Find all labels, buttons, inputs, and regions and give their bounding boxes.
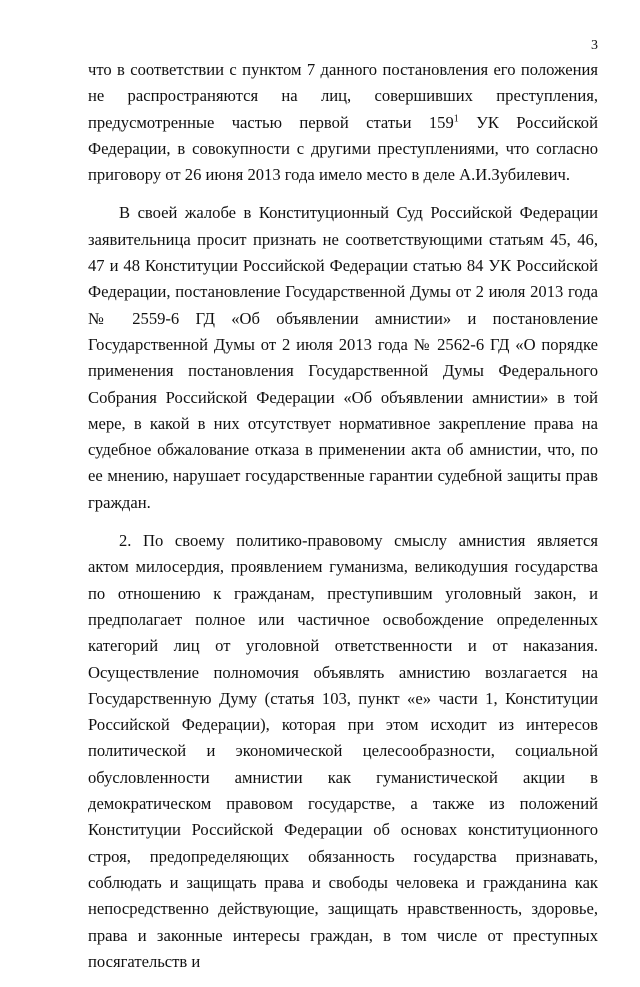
paragraph-continuation [88,57,598,188]
document-body [88,57,598,987]
paragraph-amnesty-meaning: 2. По своему политико-правовому смыслу амнистия является актом милосердия, проявлением гуманизма, великодушия государства по отношению к гражданам, преступившим уголовный закон, и предполагает полное или частичное освобождение определенных категорий лиц от уголовной ответственности и от наказания. Осуществление полномочия объявлять амнистию возлагается на Государственную Думу (статья 103, пункт «е» части 1, Конституции Российской Федерации), которая при этом исходит из интересов политической и экономической целесообразности, социальной обусловленности амнистии как гуманистической акции в демократическом правовом государстве, а также из положений Конституции Российской Федерации об основах конституционного строя, предопределяющих обязанность государства признавать, соблюдать и защищать права и свободы человека и гражданина как непосредственно действующие, защищать нравственность, здоровье, права и законные интересы граждан, в том числе от преступных посягательств и [88,531,598,971]
page-number: 3 [591,38,598,53]
paragraph-text: УК Российской Федерации, в совокупности с другими преступлениями, что согласно приговору от 26 июня 2013 года имело место в деле А.И.Зубилевич. [88,112,598,185]
paragraph-complaint: В своей жалобе в Конституционный Суд Российской Федерации заявительница просит признать не соответствующими статьям 45, 46, 47 и 48 Конституции Российской Федерации статью 84 УК Российской Федерации, постановление Государственной Думы от 2 июля 2013 года № 2559-6 ГД «Об объявлении амнистии» и постановление Государственной Думы от 2 июля 2013 года № 2562-6 ГД «О порядке применения постановления Государственной Думы Федерального Собрания Российской Федерации «Об объявлении амнистии» в той мере, в какой в них отсутствует нормативное закрепление права на судебное обжалование отказа в применении акта об амнистии, что, по ее мнению, нарушает государственные гарантии судебной защиты прав граждан. [88,203,598,512]
superscript-index: 1 [453,113,459,125]
paragraph-text: что в соответствии с пунктом 7 данного постановления его положения не распространяются на лиц, совершивших преступления, предусмотренные частью первой статьи 159 [88,60,598,132]
